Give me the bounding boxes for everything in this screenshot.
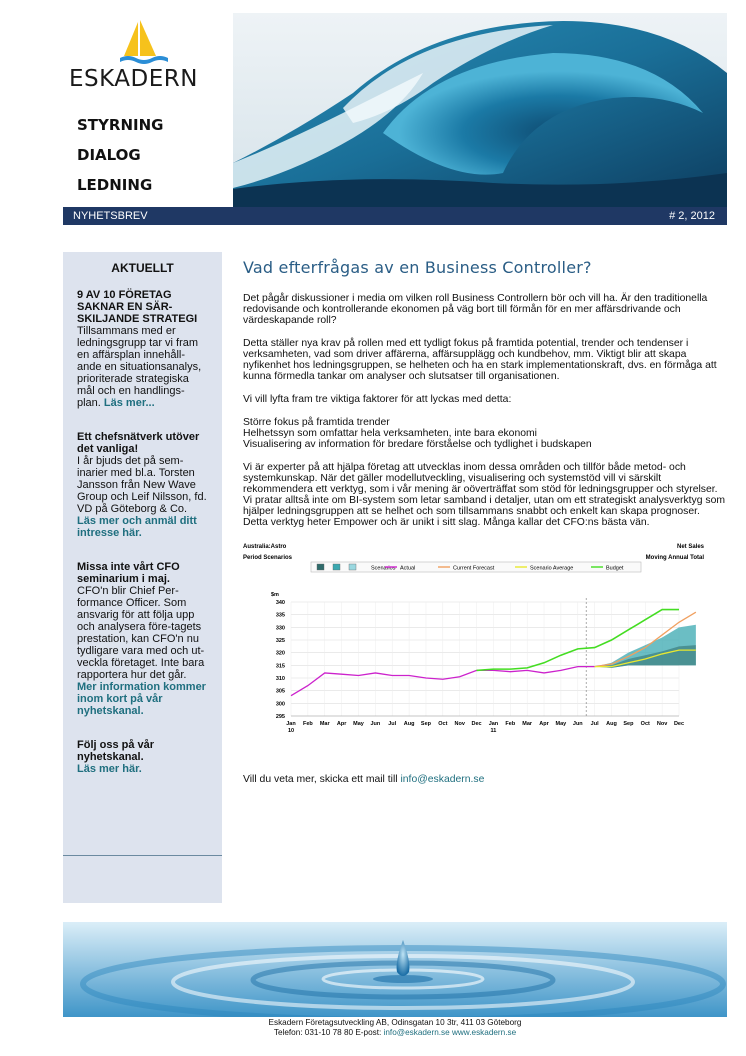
news-headline: Följ oss på vår nyhetskanal. <box>77 739 155 763</box>
chart-xtick-label: Jun <box>572 721 583 727</box>
chart-label-mat: Moving Annual Total <box>645 555 704 561</box>
water-drop-photo <box>63 922 727 1017</box>
chart-xtick-label: Sep <box>623 721 634 727</box>
legend-label: Budget <box>606 565 624 572</box>
chart-year-label: 11 <box>490 728 497 734</box>
chart-label-period: Period Scenarios <box>243 555 293 561</box>
chart-xtick-label: Oct <box>438 721 448 727</box>
chart-label-region: Australia:Astro <box>243 544 287 550</box>
chart-xtick-label: Mar <box>319 721 330 727</box>
chart-ytick-label: 305 <box>275 688 285 695</box>
footer-website-link[interactable]: www.eskadern.se <box>451 1028 517 1037</box>
tagline-line: STYRNING <box>77 116 164 134</box>
news-body: Tillsammans med er ledningsgrupp tar vi fram en affärsplan innehåll-ande en situationsanalys, prioriterade strategiska mål och en handlings-plan. <box>77 325 202 409</box>
news-item <box>77 289 208 409</box>
net-sales-chart <box>243 540 715 752</box>
chart-xtick-label: May <box>353 721 364 727</box>
news-body: CFO'n blir Chief Per-formance Officer. Som ansvarig för att följa upp och analysera före-tagets prestation, kan CFO'n nu tydligare vara med och ut-veckla företaget. Inte bara rapportera hur det går. <box>77 585 205 681</box>
read-more-link[interactable]: Läs mer här. <box>77 763 142 775</box>
news-body: I år bjuds det på sem-inarier med bl.a. Torsten Jansson från New Wave Group och Leif Nilsson, fd. VD på Göteborg & Co. <box>77 455 207 515</box>
legend-scenario-swatch <box>317 564 324 570</box>
eskadern-logo[interactable] <box>64 14 230 98</box>
sidebar-divider <box>63 855 222 856</box>
more-info-link[interactable]: Mer information kommer inom kort på vår nyhetskanal. <box>77 681 206 717</box>
chart-xtick-label: Dec <box>471 721 482 727</box>
chart-ytick-label: 300 <box>275 701 285 708</box>
factor-item: Visualisering av information för bredare förståelse och tydlighet i budskapen <box>243 439 592 450</box>
news-item <box>77 561 208 717</box>
chart-ytick-label: 325 <box>275 638 285 644</box>
chart-ytick-label: 315 <box>275 663 285 670</box>
tagline-line: DIALOG <box>77 146 141 164</box>
sidebar-title: AKTUELLT <box>111 261 174 275</box>
chart-xtick-label: Dec <box>673 721 685 727</box>
tagline <box>77 110 163 200</box>
wave-photo <box>233 13 727 207</box>
sailboat-icon <box>120 18 174 66</box>
issue-number: # 2, 2012 <box>669 210 715 222</box>
tagline-line: LEDNING <box>77 176 153 194</box>
news-headline: Ett chefsnätverk utöver det vanliga! <box>77 431 200 455</box>
read-more-link[interactable]: Läs mer... <box>103 397 155 409</box>
legend-label: Scenario Average <box>530 565 574 572</box>
chart-xtick-label: Oct <box>640 721 650 727</box>
chart-xtick-label: Apr <box>336 721 347 727</box>
factor-item: Helhetssyn som omfattar hela verksamheten, inte bara ekonomi <box>243 428 537 439</box>
chart-year-label: 10 <box>287 728 295 734</box>
chart-xtick-label: Nov <box>656 721 668 727</box>
chart-xtick-label: Jun <box>370 721 381 727</box>
footer-email-link[interactable]: info@eskadern.se <box>383 1028 450 1037</box>
chart-xtick-label: Aug <box>606 721 617 727</box>
legend-label: Scenarios <box>371 565 396 572</box>
legend-scenario-swatch <box>333 564 340 570</box>
legend-label: Actual <box>400 565 416 572</box>
article <box>243 258 727 797</box>
chart-ytick-label: 335 <box>275 612 285 619</box>
news-sidebar <box>63 252 222 903</box>
contact-email-link[interactable]: info@eskadern.se <box>400 774 485 785</box>
contact-line <box>243 774 727 785</box>
legend-label: Current Forecast <box>453 565 495 572</box>
contact-text: Vill du veta mer, skicka ett mail till <box>243 774 398 785</box>
chart-xtick-label: Sep <box>420 721 432 727</box>
success-factors <box>243 417 727 450</box>
chart-ytick-label: 310 <box>275 676 285 682</box>
article-paragraph: Vi vill lyfta fram tre viktiga faktorer för att lyckas med detta: <box>243 394 512 405</box>
news-item <box>77 431 208 539</box>
chart-ytick-label: 295 <box>275 714 285 720</box>
article-paragraph: Detta ställer nya krav på rollen med ett tydligt fokus på framtida potential, trender och tendenser i verksamheten, vad som driver affärerna, affärsupplägg och kundbehov, mm. Viktigt blir att skapa nyfikenhet hos ledningsgruppen, se helheten och ha en stark implementationskraft, dvs. en förmåga att kunna förmedla tankar om analyser och slutsatser till organisationen. <box>243 338 717 382</box>
chart-xtick-label: May <box>555 721 567 727</box>
chart-xtick-label: Nov <box>454 721 465 727</box>
article-title: Vad efterfrågas av en Business Controller? <box>243 258 592 277</box>
news-headline: 9 AV 10 FÖRETAG SAKNAR EN SÄR-SKILJANDE STRATEGI <box>77 289 198 325</box>
chart-xtick-label: Jan <box>488 721 499 727</box>
chart-xtick-label: Jul <box>590 721 599 727</box>
footer <box>63 1018 727 1038</box>
chart-ytick-label: 320 <box>275 650 285 657</box>
chart-xtick-label: Feb <box>505 721 516 727</box>
legend-scenario-swatch <box>349 564 356 570</box>
brand-name: ESKADERN <box>69 66 198 92</box>
article-paragraph: Det pågår diskussioner i media om vilken roll Business Controllern bör och vill ha. Är den traditionella redovisande och kontrollerande ekonomen på väg bort till förmån för en mer affärsdrivande och värdeskapande roll? <box>243 293 708 326</box>
newsletter-bar <box>63 207 727 225</box>
footer-address: Eskadern Företagsutveckling AB, Odinsgatan 10 3tr, 411 03 Göteborg <box>268 1018 522 1027</box>
chart-label-measure: Net Sales <box>676 544 704 550</box>
footer-contact-label: Telefon: 031-10 78 80 E-post: <box>273 1028 382 1037</box>
chart-ytick-label: 330 <box>275 625 285 632</box>
chart-ytick-label: 340 <box>275 600 285 606</box>
net-sales-chart-svg <box>243 540 715 752</box>
news-item <box>77 739 208 775</box>
footer-contact <box>63 1028 727 1038</box>
chart-xtick-label: Apr <box>539 721 549 727</box>
register-interest-link[interactable]: Läs mer och anmäl ditt intresse här. <box>77 515 197 539</box>
chart-xtick-label: Jan <box>286 721 296 727</box>
news-headline: Missa inte vårt CFO seminarium i maj. <box>77 561 180 585</box>
chart-xtick-label: Aug <box>403 721 415 727</box>
newsletter-label: NYHETSBREV <box>73 210 148 222</box>
factor-item: Större fokus på framtida trender <box>243 417 390 428</box>
chart-xtick-label: Jul <box>388 721 397 727</box>
article-paragraph: Vi är experter på att hjälpa företag att utvecklas inom dessa områden och tillför både metod- och systemkunskap. När det gäller modellutveckling, visualisering och systemstöd vill vi särskilt rekommendera ett verktyg, som i vår mening är oöverträffat som stöd för ledningsgrupper och styrelser. Vi pratar alltså inte om BI-system som letar samband i detaljer, utan om ett strategiskt analysverktyg som hjälper ledningsgruppen att se helhet och som tillsammans snabbt och enkelt kan skapa prognoser. Detta verktyg heter Empower och är unikt i sitt slag. Många kallar det CFO:ns bästa vän. <box>243 462 726 528</box>
chart-ylabel: $m <box>271 592 279 598</box>
chart-xtick-label: Feb <box>302 721 313 727</box>
chart-xtick-label: Mar <box>522 721 533 727</box>
